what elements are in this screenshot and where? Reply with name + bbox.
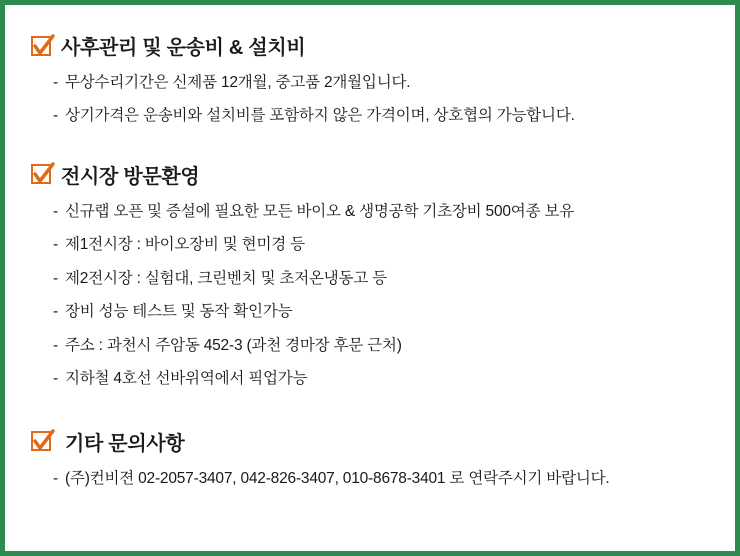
section-header <box>31 31 709 60</box>
dash-marker: - <box>53 236 58 254</box>
list-item <box>53 301 709 323</box>
section-showroom-visit <box>31 160 709 391</box>
section-title: 사후관리 및 운송비 & 설치비 <box>61 37 306 59</box>
list-item <box>53 335 709 357</box>
orange-check-icon <box>31 36 51 56</box>
dash-marker: - <box>53 74 58 91</box>
orange-check-icon <box>31 431 51 451</box>
list-item-text: (주)컨비젼 02-2057-3407, 042-826-3407, 010-8678-3401 로 연락주시기 바랍니다. <box>65 469 610 487</box>
section-lines <box>31 201 709 391</box>
dash-marker: - <box>53 202 58 220</box>
orange-check-icon <box>31 164 51 184</box>
dash-marker: - <box>53 107 58 125</box>
section-other-inquiries <box>31 427 709 490</box>
list-item-text: 제2전시장 : 실험대, 크린벤치 및 초저온냉동고 등 <box>65 269 387 287</box>
section-lines <box>31 72 709 128</box>
list-item <box>53 368 709 390</box>
section-title: 전시장 방문환영 <box>61 165 200 188</box>
section-lines <box>31 468 709 490</box>
list-item <box>53 105 709 127</box>
list-item-text: 주소 : 과천시 주암동 452-3 (과천 경마장 후문 근처) <box>65 336 402 354</box>
dash-marker: - <box>53 269 58 287</box>
dash-marker: - <box>53 303 58 321</box>
section-after-service <box>31 31 709 128</box>
dash-marker: - <box>53 370 58 388</box>
list-item <box>53 468 709 490</box>
list-item-text: 장비 성능 테스트 및 동작 확인가능 <box>65 303 293 321</box>
dash-marker: - <box>53 336 58 354</box>
dash-marker: - <box>53 469 58 487</box>
section-header <box>31 160 709 189</box>
list-item-text: 제1전시장 : 바이오장비 및 현미경 등 <box>65 236 305 254</box>
list-item-text: 상기가격은 운송비와 설치비를 포함하지 않은 가격이며, 상호협의 가능합니다. <box>65 107 575 125</box>
list-item <box>53 268 709 290</box>
list-item-text: 신규랩 오픈 및 증설에 필요한 모든 바이오 & 생명공학 기초장비 500여종 보유 <box>65 202 574 220</box>
list-item-text: 무상수리기간은 신제품 12개월, 중고품 2개월입니다. <box>65 74 411 91</box>
list-item <box>53 234 709 256</box>
list-item <box>53 201 709 223</box>
list-item <box>53 72 709 94</box>
section-title: 기타 문의사항 <box>65 432 185 455</box>
list-item-text: 지하철 4호선 선바위역에서 픽업가능 <box>65 370 308 388</box>
section-header <box>31 427 709 456</box>
